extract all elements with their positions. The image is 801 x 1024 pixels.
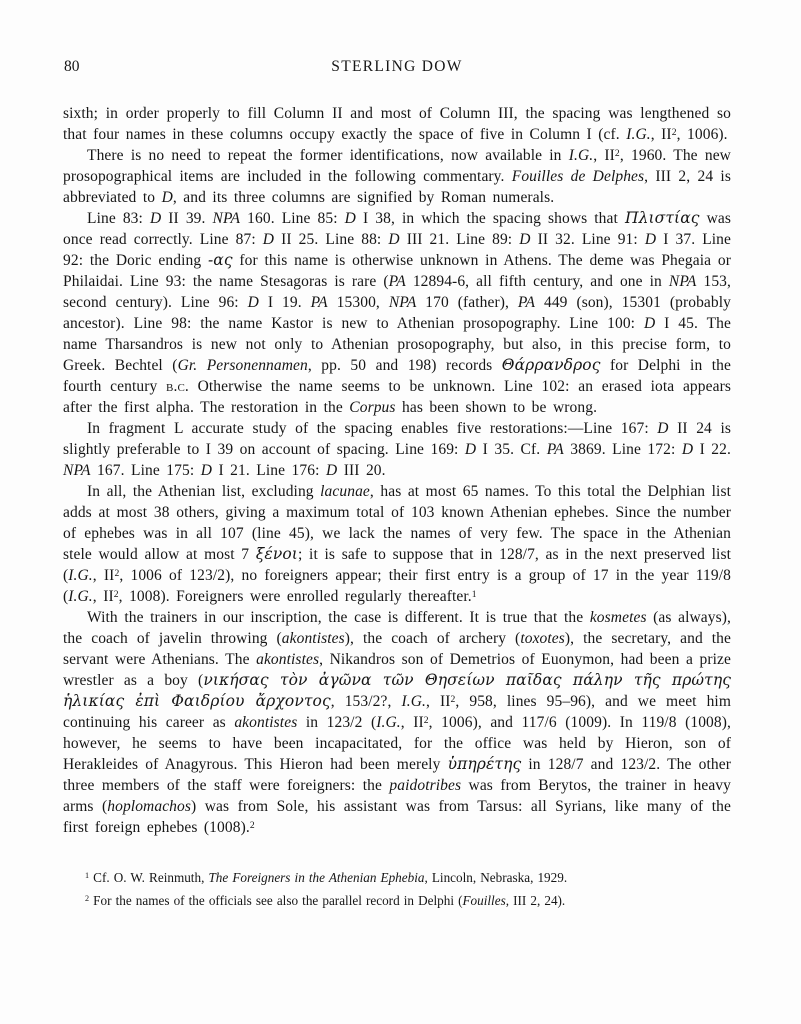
text-run: D [161,189,173,206]
page-header [63,58,731,78]
text-run: Θάρρανδρος [501,356,601,374]
text-run: D [644,231,657,248]
text-run: D [325,462,338,479]
paragraph [63,481,731,607]
text-run: 15300, [327,294,389,311]
text-run: , II [92,588,114,605]
text-run: D [200,462,212,479]
text-run: , 1008). Foreigners were enrolled regularly thereafter. [118,588,472,605]
footnote [63,867,731,890]
text-run: akontistes [234,714,298,731]
text-run: In all, the Athenian list, excluding [87,483,321,500]
text-run: , 1006 of 123/2), no foreigners appear; their first entry is a group of 17 in the year 119/8 ( [63,567,731,605]
text-run: akontistes [281,630,345,647]
text-run: , pp. 50 and 198) records [307,357,502,374]
text-run: , II [650,126,672,143]
text-run: 12894-6, all fifth century, and one in [405,273,669,290]
paragraph [63,418,731,481]
text-run: D [643,315,656,332]
text-run: I 45. The name Tharsandros is new not only to Athenian prosopography, but also, in this precise form, to Greek. Bechtel ( [63,315,731,374]
text-run: ) was from Sole, his assistant was from Tarsus: all Syrians, like many of the first foreign ephebes (1008). [63,798,731,836]
text-run: Gr. Personennamen [177,357,308,374]
text-run: I 35. Cf. [476,441,547,458]
text-run: 153, second century). Line 96: [63,273,731,311]
text-run: -ας [207,251,233,269]
text-run: NPA [388,294,417,311]
text-run: , and its three columns are signified by Roman numerals. [172,189,555,206]
text-run: (as always), the coach of javelin throwing ( [63,609,731,647]
text-run: 1 [471,588,477,600]
text-run: There is no need to repeat the former identifications, now available in [87,147,569,164]
text-run: II 32. Line 91: [530,231,645,248]
text-run: With the trainers in our inscription, the case is different. It is true that the [87,609,590,626]
text-run: I 19. [258,294,311,311]
text-run: , III 2, 24 is abbreviated to [63,168,731,206]
text-run: was from Berytos, the trainer in heavy arms ( [63,777,731,815]
text-run: I.G. [401,693,426,710]
text-run: Cf. O. W. Reinmuth, [89,870,209,885]
text-run: 160. Line 85: [240,210,345,227]
text-run: , II [425,693,451,710]
paragraph [63,208,731,418]
text-run: , II [92,567,115,584]
text-run: hoplomachos [107,798,192,815]
text-run: , has at most 65 names. To this total the Delphian list adds at most 38 others, giving a maximum total of 103 known Athenian ephebes. Since the number of ephebes was in all 107 (line 45), we lack the names of very few. The space in the Athenian stele would allow at most 7 [63,483,731,563]
paragraph [63,607,731,838]
footnotes [63,867,731,912]
text-run: ), the coach of archery ( [344,630,521,647]
text-run: 2 [113,588,119,600]
paragraph [63,145,731,208]
text-run: I 21. Line 176: [211,462,326,479]
text-run: 2 [614,147,620,159]
text-run: D [519,231,531,248]
text-run: , II [400,714,424,731]
text-run: in 123/2 ( [297,714,377,731]
text-run: Line 83: [87,210,150,227]
text-run: , 153/2?, [330,693,402,710]
text-run: νικήσας τὸν ἀγῶνα τῶν Θησείων παῖδας πάλην τῆς πρώτης ἡλικίας ἐπὶ Φαιδρίου ἄρχοντος [63,671,731,710]
text-run: II 39. [161,210,213,227]
footnote [63,890,731,913]
text-run: , 1006). [676,126,728,143]
text-run: ), the secretary, and the servant were Athenians. The [63,630,732,668]
text-run: III 21. Line 89: [399,231,520,248]
text-run: , 958, lines 95–96), and we meet him continuing his career as [63,693,731,731]
text-run: PA [310,294,328,311]
text-run: 449 (son), 15301 (probably ancestor). Line 98: the name Kastor is new to Athenian prosopography. Line 100: [63,294,732,332]
article-body [63,103,731,838]
text-run: Otherwise the name seems to be unknown. Line 102: an erased iota appears after the first alpha. The restoration in the [63,378,731,416]
text-run: II 24 is slightly preferable to I 39 on account of spacing. Line 169: [63,420,731,458]
text-run: NPA [668,273,697,290]
running-head: STERLING DOW [331,58,463,75]
text-run: has been shown to be wrong. [395,399,598,416]
text-run: NPA [63,462,91,479]
text-run: D [262,231,275,248]
text-run: I 38, in which the spacing shows that [355,210,625,227]
text-run: toxotes [520,630,565,647]
text-run: akontistes [256,651,320,668]
text-run: I.G. [68,567,93,584]
text-run: PA [517,294,536,311]
text-run: , III 2, 24). [505,892,566,908]
text-run: D [681,441,694,458]
text-run: , Nikandros son of Demetrios of Euonymon, had been a prize wrestler as a boy ( [63,651,731,689]
text-run: D [149,210,162,227]
text-run: I 37. Line 92: the Doric ending [63,231,732,269]
text-run: III 20. [337,462,386,479]
text-run: lacunae [320,483,370,500]
text-run: for this name is otherwise unknown in Athens. The deme was Phegaia or Philaidai. Line 93: the name Stesagoras is rare ( [63,252,731,290]
text-run: D [657,420,669,437]
text-run: D [464,441,477,458]
text-run: 170 (father), [416,294,518,311]
text-run: in 128/7 and 123/2. The other three members of the staff were foreigners: the [63,756,731,794]
text-run: Πλιστίας [624,209,700,227]
text-run: , 1006), and 117/6 (1009). In 119/8 (1008), however, he seems to have been incapacitated, for the office was held by Hieron, son of Herakleides of Anagyrous. This Hieron had been merely [63,714,731,773]
page-number: 80 [64,58,80,75]
text-run: paidotribes [389,777,462,794]
text-run: 2 [423,714,429,726]
text-run: Fouilles [462,892,506,908]
text-run: II 25. Line 88: [274,231,389,248]
text-run: D [388,231,400,248]
text-run: 2 [450,693,456,705]
text-run: sixth; in order properly to fill Column II and most of Column III, the spacing was lengthened so that four names in these columns occupy exactly the space of five in Column I (cf. [63,105,731,143]
text-run: 2 [114,567,120,579]
text-run: I.G. [568,147,594,164]
footnote-marker: 1 [85,871,90,881]
text-run: I 22. [693,441,731,458]
text-run: 2 [671,126,677,138]
text-run: 2 [249,819,255,831]
text-run: Fouilles de Delphes [511,168,645,185]
text-run: Corpus [349,399,396,416]
text-run: 167. Line 175: [90,462,201,479]
text-run: ; it is safe to suppose that in 128/7, as in the next preserved list ( [63,546,731,584]
text-run: For the names of the officials see also the parallel record in Delphi ( [89,892,463,908]
text-run: , 1960. The new prosopographical items are included in the following commentary. [63,147,731,185]
text-run: b.c. [166,378,189,395]
text-run: D [344,210,356,227]
text-run: kosmetes [589,609,647,626]
text-run: NPA [212,210,241,227]
footnote-marker: 2 [85,893,90,903]
text-run: ξένοι [255,545,298,563]
text-run: The Foreigners in the Athenian Ephebia [208,870,425,885]
text-run: , Lincoln, Nebraska, 1929. [424,870,568,885]
text-run: PA [388,273,406,290]
text-run: D [247,294,259,311]
text-run: I.G. [68,588,93,605]
text-run: for Delphi in the fourth century [63,357,731,395]
text-run: 3869. Line 172: [563,441,682,458]
text-run: In fragment L accurate study of the spacing enables five restorations:—Line 167: [87,420,658,437]
text-run: ὑπηρέτης [447,755,522,773]
text-run: was once read correctly. Line 87: [63,210,731,248]
text-run: PA [546,441,564,458]
text-run: I.G. [626,126,651,143]
text-run: , II [593,147,615,164]
text-run: I.G. [376,714,401,731]
paragraph [63,103,731,145]
